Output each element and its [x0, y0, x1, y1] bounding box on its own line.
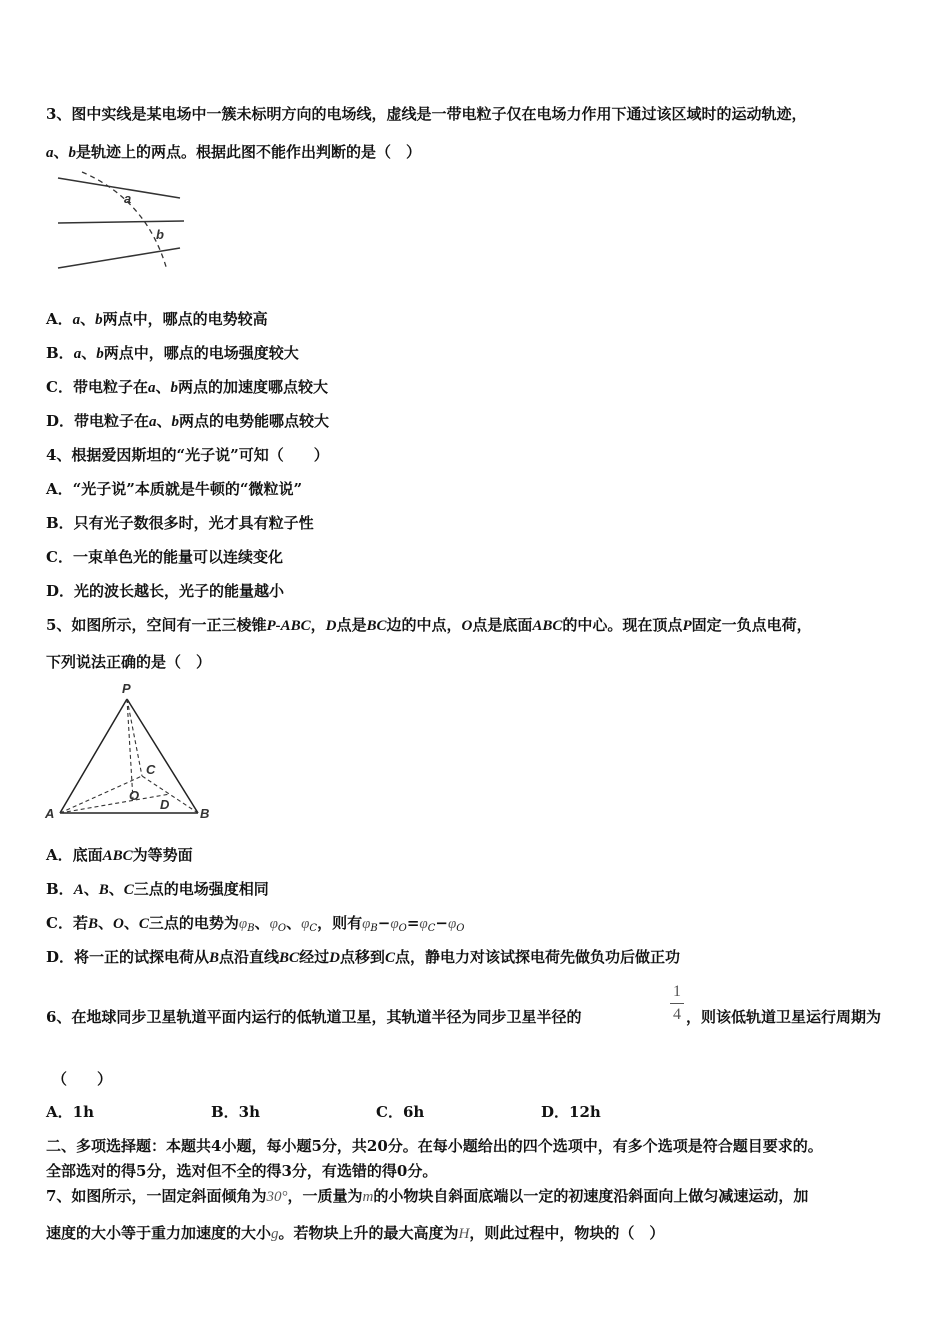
q5-option-c[interactable]: C．若B、O、C三点的电势为$\varphi_B$、$\varphi_O$、$\varphi_C$，则有$\varphi_B-\varphi_O=\varphi_C-\varphi_O$: [46, 914, 465, 934]
q5-option-a[interactable]: A．底面ABC为等势面: [46, 846, 193, 864]
q7-stem-line1: 7、如图所示，一固定斜面倾角为30°，一质量为m的小物块自斜面底端以一定的初速度沿斜面向上做匀减速运动，加: [46, 1187, 809, 1205]
q6-option-a[interactable]: A．1h: [46, 1103, 94, 1121]
segment-ad: [60, 794, 170, 813]
edge-pa: [60, 699, 127, 813]
q6-option-d[interactable]: D．12h: [541, 1103, 601, 1121]
q3-option-a[interactable]: A．a、b两点中，哪点的电势较高: [46, 310, 268, 328]
q3-option-c[interactable]: C．带电粒子在a、b两点的加速度哪点较大: [46, 378, 328, 396]
field-line-top: [58, 178, 180, 198]
q6-fraction: [670, 983, 684, 1024]
q4-option-c[interactable]: C．一束单色光的能量可以连续变化: [46, 548, 283, 566]
fig-label-o: O: [129, 788, 140, 803]
q3-electric-field-figure: [52, 170, 192, 280]
fraction-numerator: 1: [673, 983, 681, 1000]
fig-label-a: a: [124, 191, 132, 206]
q4-option-d[interactable]: D．光的波长越长，光子的能量越小: [46, 582, 285, 600]
q5-option-b[interactable]: B．A、B、C三点的电场强度相同: [46, 880, 269, 898]
field-line-bottom: [58, 248, 180, 268]
q4-stem: 4、根据爱因斯坦的“光子说”可知（ ）: [46, 446, 329, 464]
q5-option-d[interactable]: D．将一正的试探电荷从B点沿直线BC经过D点移到C点，静电力对该试探电荷先做负功后做正功: [46, 948, 680, 966]
fig-label-b: b: [156, 227, 164, 242]
q6-option-b[interactable]: B．3h: [211, 1103, 261, 1121]
q6-answer-paren: （ ）: [52, 1070, 113, 1088]
q5-stem-line2: 下列说法正确的是（ ）: [46, 653, 212, 671]
field-line-middle: [58, 221, 184, 223]
section2-instructions-line1: 二、多项选择题：本题共4小题，每小题5分，共20分。在每小题给出的四个选项中，有多个选项是符合题目要求的。: [46, 1137, 823, 1155]
q7-stem-line2: 速度的大小等于重力加速度的大小g。若物块上升的最大高度为H，则此过程中，物块的（ ）: [46, 1224, 665, 1242]
q6-stem-part2: ，则该低轨道卫星运行周期为: [686, 1008, 882, 1026]
section2-instructions-line2: 全部选对的得5分，选对但不全的得3分，有选错的得0分。: [46, 1162, 438, 1180]
fig-label-a: A: [45, 806, 55, 821]
edge-bc: [142, 776, 198, 813]
fraction-denominator: 4: [673, 1006, 681, 1023]
fig-label-c: C: [146, 762, 156, 777]
q4-option-a[interactable]: A．“光子说”本质就是牛顿的“微粒说”: [46, 480, 303, 498]
q4-option-b[interactable]: B．只有光子数很多时，光才具有粒子性: [46, 514, 314, 532]
q6-stem-part1: 6、在地球同步卫星轨道平面内运行的低轨道卫星，其轨道半径为同步卫星半径的: [46, 1008, 582, 1026]
q3-option-b[interactable]: B．a、b两点中，哪点的电场强度较大: [46, 344, 299, 362]
q5-pyramid-figure: [40, 678, 220, 823]
q5-stem-line1: 5、如图所示，空间有一正三棱锥P-ABC，D点是BC边的中点，O点是底面ABC的中心。现在顶点P固定一负点电荷，: [46, 616, 812, 634]
q3-option-d[interactable]: D．带电粒子在a、b两点的电势能哪点较大: [46, 412, 330, 430]
q6-option-c[interactable]: C．6h: [376, 1103, 425, 1121]
q3-stem-line1: 3、图中实线是某电场中一簇未标明方向的电场线，虚线是一带电粒子仅在电场力作用下通过该区域时的运动轨迹，: [46, 105, 807, 123]
q3-stem-line2: a、b是轨迹上的两点。根据此图不能作出判断的是（ ）: [46, 143, 422, 161]
fraction-bar: [670, 1003, 684, 1004]
fig-label-d: D: [160, 797, 170, 812]
fig-label-b: B: [200, 806, 210, 821]
fig-label-p: P: [122, 681, 131, 696]
